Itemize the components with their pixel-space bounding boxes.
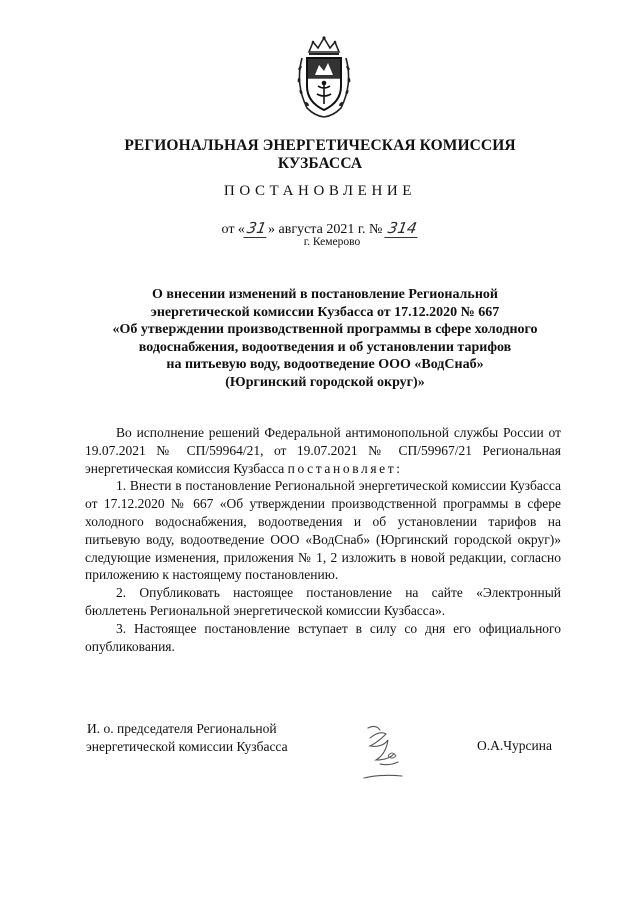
item-2-paragraph: 2. Опубликовать настоящее постановление на сайте «Электронный бюллетень Региональной энергетической комиссии Кузбасса».	[85, 585, 561, 618]
doc-subject	[40, 286, 610, 392]
kuzbass-coat-of-arms-icon	[293, 34, 355, 120]
item-1-paragraph: 1. Внести в постановление Региональной энергетической комиссии Кузбасса от 17.12.2020 № 667 «Об утверждении производственной программы в сфере холодного водоснабжения, водоотведения и об установлении тарифов на питьевую воду, водоотведение ООО «ВодСнаб» (Юргинский городской округ)» следующие изменения, приложения № 1, 2 изложить в новой редакции, согласно приложению к настоящему постановлению.	[85, 478, 561, 583]
signer-name: О.А.Чурсина	[477, 738, 552, 753]
subject-line: «Об утверждении производственной программы в сфере холодного	[112, 322, 538, 338]
subject-line: водоснабжения, водоотведения и об установлении тарифов	[138, 339, 512, 355]
signer-position	[86, 720, 288, 756]
date-day-handwritten: 31	[243, 219, 269, 238]
doc-type-heading: ПОСТАНОВЛЕНИЕ	[223, 183, 417, 199]
org-title-line1: РЕГИОНАЛЬНАЯ ЭНЕРГЕТИЧЕСКАЯ КОМИССИЯ	[124, 137, 516, 154]
decree-word: постановляет:	[287, 460, 403, 476]
date-month-year: » августа 2021 г. №	[268, 222, 383, 237]
date-prefix: от «	[221, 222, 245, 237]
subject-line: на питьевую воду, водоотведение ООО «ВодСнаб»	[166, 357, 484, 373]
org-title-line2: КУЗБАССА	[277, 155, 363, 172]
body-text	[85, 424, 561, 655]
subject-line: О внесении изменений в постановление Региональной	[152, 287, 498, 302]
subject-line: энергетической комиссии Кузбасса от 17.12.2020 № 667	[150, 304, 500, 320]
doc-number-handwritten: 314	[384, 219, 420, 238]
item-3-paragraph: 3. Настоящее постановление вступает в силу со дня его официального опубликования.	[85, 620, 561, 654]
signer-position-line2: энергетической комиссии Кузбасса	[86, 739, 288, 754]
preamble-text: Во исполнение решений Федеральной антимонопольной службы России от 19.07.2021 № СП/59964/21, от 19.07.2021 № СП/59967/21 Региональная энергетическая комиссия Кузбасса	[85, 425, 561, 476]
signer-position-line1: И. о. председателя Региональной	[87, 721, 277, 736]
city-line: г. Кемерово	[303, 236, 361, 248]
subject-line: (Юргинский городской округ)»	[225, 374, 425, 390]
handwritten-signature-icon	[358, 720, 414, 782]
preamble-paragraph	[85, 424, 561, 477]
